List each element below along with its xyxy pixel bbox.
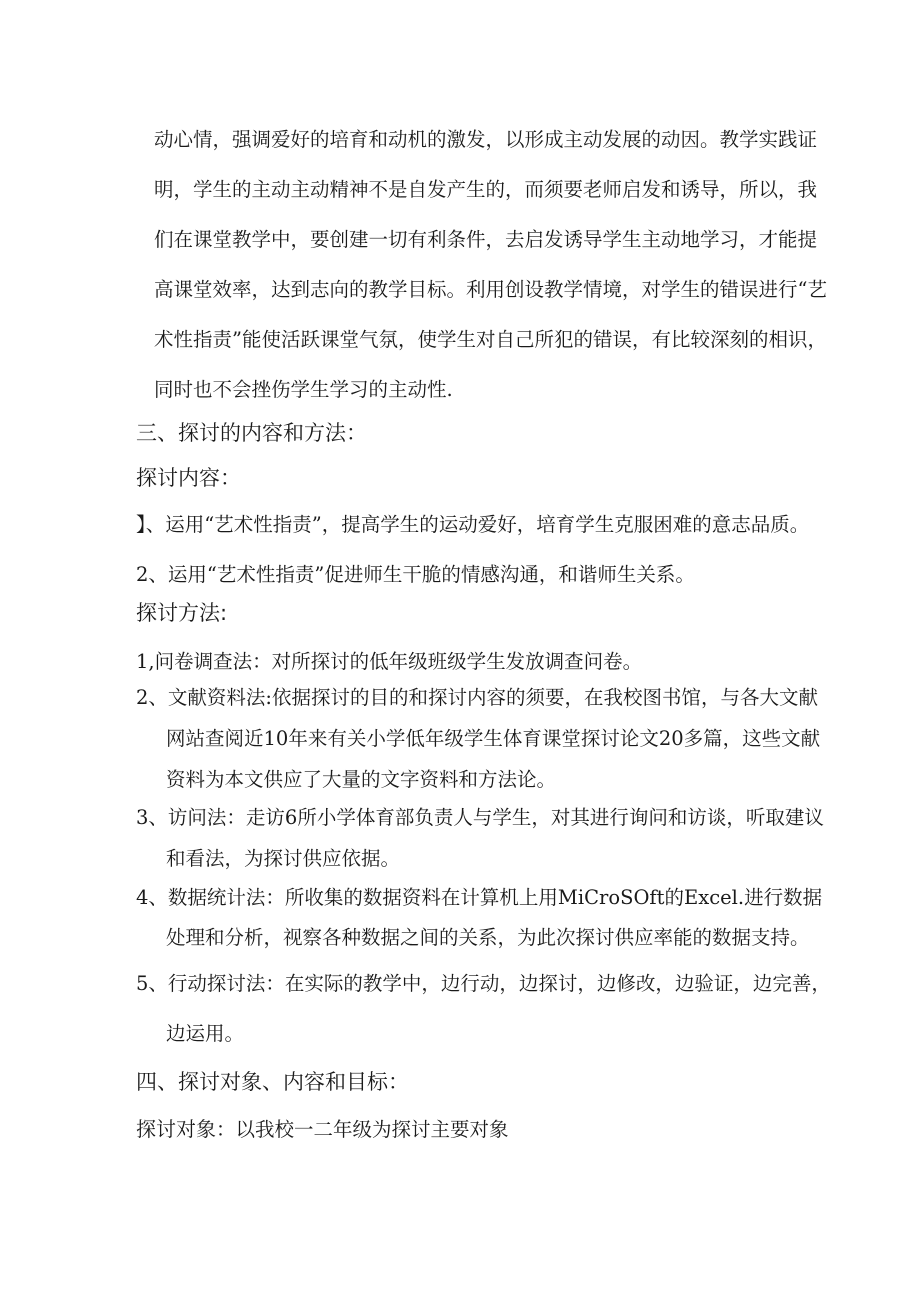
paragraph-line: 术性指责”能使活跃课堂气氛，使学生对自己所犯的错误，有比较深刻的相识，: [154, 328, 827, 351]
subsection-heading: 探讨内容：: [136, 466, 241, 490]
list-item: 1,问卷调查法：对所探讨的低年级班级学生发放调查问卷。: [136, 650, 643, 673]
list-item: 3、访问法：走访6所小学体育部负责人与学生，对其进行询问和访谈，听取建议: [136, 806, 824, 829]
list-item-continuation: 边运用。: [166, 1022, 245, 1045]
list-item: 4、数据统计法：所收集的数据资料在计算机上用MiCroSOft的Excel.进行数据: [136, 886, 823, 909]
subsection-heading: 探讨方法:: [136, 601, 228, 625]
paragraph-line: 高课堂效率，达到志向的教学目标。利用创设教学情境，对学生的错误进行“艺: [154, 278, 827, 301]
list-item-continuation: 资料为本文供应了大量的文字资料和方法论。: [166, 768, 557, 791]
paragraph-line: 同时也不会挫伤学生学习的主动性.: [154, 378, 453, 401]
paragraph-line: 动心情，强调爱好的培育和动机的激发，以形成主动发展的动因。教学实践证: [154, 128, 818, 151]
list-item: 】、运用“艺术性指责”，提高学生的运动爱好，培育学生克服困难的意志品质。: [136, 513, 810, 536]
research-object-line: [136, 1117, 509, 1142]
list-item-continuation: 处理和分析，视察各种数据之间的关系，为此次探讨供应率能的数据支持。: [166, 926, 810, 949]
section-heading: 三、探讨的内容和方法：: [136, 421, 367, 445]
list-item: 2、文献资料法:依据探讨的目的和探讨内容的须要，在我校图书馆，与各大文献: [136, 686, 818, 709]
list-item: 5、行动探讨法：在实际的教学中，边行动，边探讨，边修改，边验证，边完善，: [136, 972, 831, 995]
section-heading: 四、探讨对象、内容和目标：: [136, 1070, 409, 1094]
list-item-continuation: 网站查阅近10年来有关小学低年级学生体育课堂探讨论文20多篇，这些文献: [166, 727, 821, 750]
paragraph-line: 明，学生的主动主动精神不是自发产生的，而须要老师启发和诱导，所以，我: [154, 178, 818, 201]
list-item-continuation: 和看法，为探讨供应依据。: [166, 847, 401, 870]
list-item: 2、运用“艺术性指责”促进师生干脆的情感沟通，和谐师生关系。: [136, 563, 695, 586]
paragraph-line: 们在课堂教学中，要创建一切有利条件，去启发诱导学生主动地学习，才能提: [154, 228, 818, 251]
research-object-label: 探讨对象: [136, 1117, 216, 1141]
research-object-text: ：以我校一二年级为探讨主要对象: [216, 1118, 509, 1141]
